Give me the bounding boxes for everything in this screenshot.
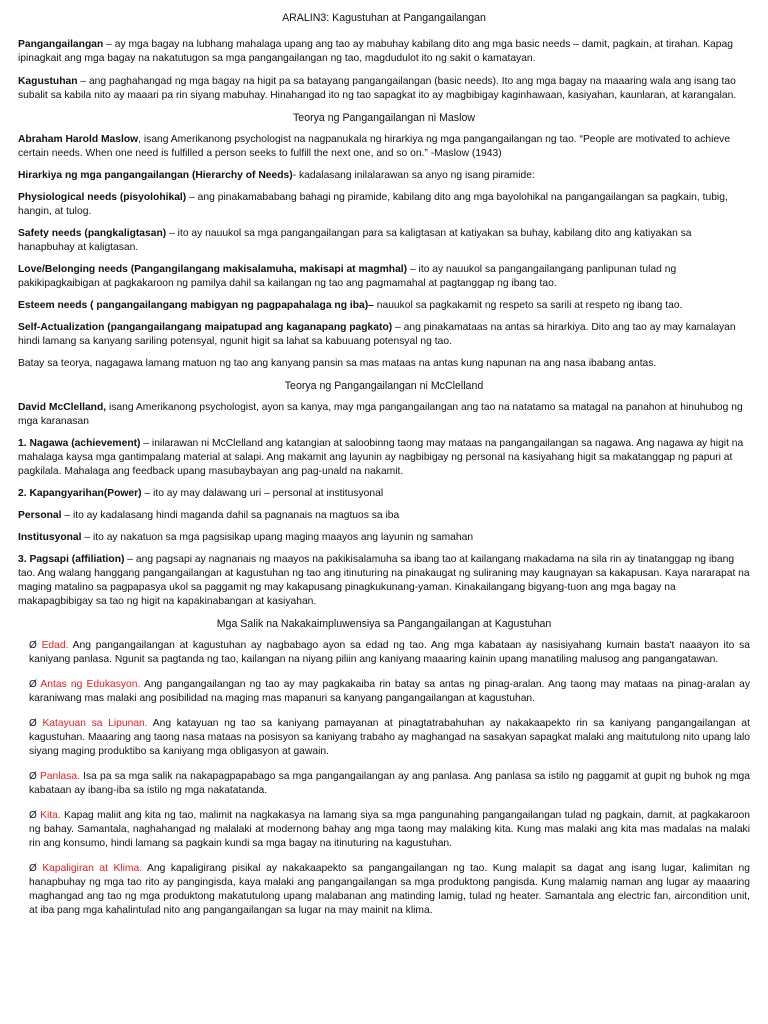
item-text: nauukol sa pagkakamit ng respeto sa sarili at respeto ng ibang tao. bbox=[373, 300, 683, 311]
item-text: – ang pinakamataas na antas sa hirarkiya. Dito ang tao ay may kamalayan hindi lamang sa kanyang sariling potensyal, ngunit higit sa lahat sa kabuuang potensyal ng tao. bbox=[18, 322, 736, 347]
maslow-item bbox=[18, 191, 750, 219]
bullet-arrow-icon: Ø bbox=[29, 679, 37, 690]
maslow-conclusion bbox=[18, 357, 750, 371]
factor-item bbox=[18, 862, 750, 918]
factor-item bbox=[18, 717, 750, 759]
mcclelland-item bbox=[18, 487, 750, 501]
mcclelland-item bbox=[18, 401, 750, 429]
maslow-item bbox=[18, 133, 750, 161]
bullet-arrow-icon: Ø bbox=[29, 771, 37, 782]
term: Abraham Harold Maslow bbox=[18, 134, 139, 145]
definition-pangangailangan bbox=[18, 38, 750, 66]
document-page bbox=[18, 12, 750, 918]
definition-text: – ay mga bagay na lubhang mahalaga upang ang tao ay mabuhay kabilang dito ang mga basic needs – damit, pagkain, at tirahan. Kapag ipinagkait ang mga bagay na nakatutugon sa mga pangangailangan ng tao, magdudulot ito ng sakit o kamatayan. bbox=[18, 39, 733, 64]
term: David McClelland, bbox=[18, 402, 107, 413]
term: Self-Actualization (pangangailangang maipatupad ang kaganapang pagkato) bbox=[18, 322, 393, 333]
maslow-item bbox=[18, 299, 750, 313]
mcclelland-item bbox=[18, 553, 750, 609]
term: Esteem needs ( pangangailangang mabigyan ng pagpapahalaga ng iba)– bbox=[18, 300, 374, 311]
term: Kagustuhan bbox=[18, 76, 78, 87]
factor-item bbox=[18, 639, 750, 667]
factor-term: Kita. bbox=[40, 810, 61, 821]
mcclelland-item bbox=[18, 509, 750, 523]
item-text: – ito ay kadalasang hindi maganda dahil sa pagnanais na magtuos sa iba bbox=[61, 510, 400, 521]
factor-text: Ang kapaligirang pisikal ay nakakaapekto sa pangangailangan ng tao. Kung malapit sa dagat ang isang lugar, kalimitan ng hanapbuhay ng mga tao rito ay pangingisda, kaya malaki ang pangangailangan sa mga produktong pangisda. Kung malamig naman ang lugar ay maaaring maghangad ang tao ng mga produktong makatutulong upang malabanan ang matinding lamig, tulad ng heater. Samantala ang electric fan, aircondition unit, at iba pang mga kahalintulad nito ang pangangailangan sa lugar na may mainit na klima. bbox=[29, 863, 750, 916]
definition-text: – ang paghahangad ng mga bagay na higit pa sa batayang pangangailangan (basic needs). Ito ang mga bagay na maaaring wala ang isang tao subalit sa kabila nito ay maaari pa rin siyang mabuhay. Hinahangad ito ng tao sapagkat ito ay magbibigay kaginhawaan, kasiyahan, kaunlaran, at karangalan. bbox=[18, 76, 737, 101]
maslow-item bbox=[18, 227, 750, 255]
maslow-heading: Teorya ng Pangangailangan ni Maslow bbox=[293, 112, 475, 124]
maslow-item bbox=[18, 263, 750, 291]
term: 2. Kapangyarihan(Power) bbox=[18, 488, 142, 499]
item-text: - kadalasang inilalarawan sa anyo ng isang piramide: bbox=[292, 170, 535, 181]
factor-item bbox=[18, 770, 750, 798]
maslow-item bbox=[18, 169, 750, 183]
term: 1. Nagawa (achievement) bbox=[18, 438, 141, 449]
item-text: isang Amerikanong psychologist, ayon sa kanya, may mga pangangailangan ang tao na natatamo sa matagal na panahon at hinuhubog ng mga karanasan bbox=[18, 402, 743, 427]
mcclelland-item bbox=[18, 531, 750, 545]
item-text: , isang Amerikanong psychologist na nagpanukala ng hirarkiya ng mga pangangailangan ng tao. “People are motivated to achieve certain needs. When one need is fulfilled a person seeks to fulfill the next one, and so on.” -Maslow (1943) bbox=[18, 134, 731, 159]
item-text: – ito ay may dalawang uri – personal at institusyonal bbox=[141, 488, 384, 499]
term: 3. Pagsapi (affiliation) bbox=[18, 554, 125, 565]
factor-term: Antas ng Edukasyon. bbox=[40, 679, 141, 690]
item-text: – ito ay nakatuon sa mga pagsisikap upang maging maayos ang layunin ng samahan bbox=[81, 532, 474, 543]
bullet-arrow-icon: Ø bbox=[29, 718, 37, 729]
term: Safety needs (pangkaligtasan) bbox=[18, 228, 167, 239]
factors-heading: Mga Salik na Nakakaimpluwensiya sa Pangangailangan at Kagustuhan bbox=[216, 618, 552, 630]
item-text: – ang pagsapi ay nagnanais ng maayos na pakikisalamuha sa ibang tao at kailangang makadama na sila rin ay tinatanggap ng ibang tao. Ang walang hanggang pangangailangan at kagustuhan ng tao ang itinuturing na pinakaugat ng suliraning may kaugnayan sa kakapusan. Kaya nararapat na maging matalino sa pagpapasya ukol sa paggamit ng may kakapusang pinagkukunang-yaman. Kinakailangang bigyang-tuon ang mga bagay na makapagbibigay sa tao ng higit na kapakinabangan at kasiyahan. bbox=[18, 554, 750, 607]
factor-text: Isa pa sa mga salik na nakapagpapabago sa mga pangangailangan ay ang panlasa. Ang panlasa sa istilo ng paggamit at gupit ng buhok ng mga kabataan ay ibang-iba sa istilo ng mga nakatatanda. bbox=[29, 771, 750, 796]
item-text: – inilarawan ni McClelland ang katangian at saloobinng taong may mataas na pangangailangan sa nagawa. Ang nagawa ay higit na mahalaga kaysa mga gantimpalang material at salapi. Ang makamit ang layunin ay nagbibigay ng personal na kasiyahang higit sa makatanggap ng papuri at pagkilala. Mahalaga ang feedback upang masubaybayan ang pag-unald na nakamit. bbox=[18, 438, 744, 477]
bullet-arrow-icon: Ø bbox=[29, 640, 37, 651]
item-text: – ito ay nauukol sa pangangailangang panlipunan tulad ng pakikipagkaibigan at pagkakaroon ng pamilya dahil sa kailangan ng tao ang pagmamahal at pagtanggap ng ibang tao. bbox=[18, 264, 677, 289]
factor-text: Ang katayuan ng tao sa kaniyang pamayanan at pinagtatrabahuhan ay nakakaapekto rin sa kaniyang pangangailangan at kagustuhan. Maaaring ang taong nasa mataas na posisyon sa kaniyang trabaho ay maghangad na sasakyan sapagkat malaki ang maitutulong nito upang lalo siyang maging produktibo sa kaniyang mga obligasyon at gawain. bbox=[29, 718, 750, 757]
mcclelland-item bbox=[18, 437, 750, 479]
factor-term: Kapaligiran at Klima. bbox=[42, 863, 143, 874]
item-text: – ito ay nauukol sa mga pangangailangan para sa kaligtasan at katiyakan sa buhay, kabilang dito ang katiyakan sa hanapbuhay at kaligtasan. bbox=[18, 228, 692, 253]
factor-term: Katayuan sa Lipunan. bbox=[42, 718, 148, 729]
maslow-item bbox=[18, 321, 750, 349]
term: Love/Belonging needs (Pangangilangang makisalamuha, makisapi at magmhal) bbox=[18, 264, 408, 275]
term: Institusyonal bbox=[18, 532, 82, 543]
term: Personal bbox=[18, 510, 62, 521]
bullet-arrow-icon: Ø bbox=[29, 810, 37, 821]
bullet-arrow-icon: Ø bbox=[29, 863, 37, 874]
factor-text: Kapag maliit ang kita ng tao, malimit na nagkakasya na lamang siya sa mga pangunahing pangangailangan tulad ng pagkain, damit, at pagkakaroon ng bahay. Samantala, naghahangad ng malalaki at modernong bahay ang mga taong may malaking kita. Kung mas malaki ang kita mas madalas na malaki rin ang konsumo, hindi lamang sa pagkain kundi sa mga bagay na itinuturing na kagustuhan. bbox=[29, 810, 750, 849]
term: Pangangailangan bbox=[18, 39, 104, 50]
factor-term: Edad. bbox=[41, 640, 69, 651]
factor-term: Panlasa. bbox=[39, 771, 81, 782]
factor-text: Ang pangangailangan at kagustuhan ay nagbabago ayon sa edad ng tao. Ang mga kabataan ay nasisiyahang kumain basta't naaayon ito sa kaniyang panlasa. Ngunit sa pagtanda ng tao, kailangan na niyang piliin ang kaniyang maaaring kainin upang manatiling malusog ang pangangatawan. bbox=[29, 640, 750, 665]
item-text: Batay sa teorya, nagagawa lamang matuon ng tao ang kanyang pansin sa mas mataas na antas kung napunan na ang nasa ibabang antas. bbox=[18, 358, 657, 369]
mcclelland-heading: Teorya ng Pangangailangan ni McClelland bbox=[284, 380, 484, 392]
item-text: – ang pinakamababang bahagi ng piramide, kabilang dito ang mga bayolohikal na pangangailangan sa pagkain, tubig, hangin, at tulog. bbox=[18, 192, 728, 217]
term: Hirarkiya ng mga pangangailangan (Hierarchy of Needs) bbox=[18, 170, 293, 181]
definition-kagustuhan bbox=[18, 75, 750, 103]
factor-item bbox=[18, 678, 750, 706]
factor-item bbox=[18, 809, 750, 851]
factor-text: Ang pangangailangan ng tao ay may pagkakaiba rin batay sa antas ng pinag-aralan. Ang taong may mataas na pinag-aralan ay karaniwang mas malaki ang posibilidad na maging mas mapanuri sa kanyang pangangailangan at kagustuhan. bbox=[29, 679, 750, 704]
term: Physiological needs (pisyolohikal) bbox=[18, 192, 187, 203]
document-title: ARALIN3: Kagustuhan at Pangangailangan bbox=[282, 12, 486, 24]
